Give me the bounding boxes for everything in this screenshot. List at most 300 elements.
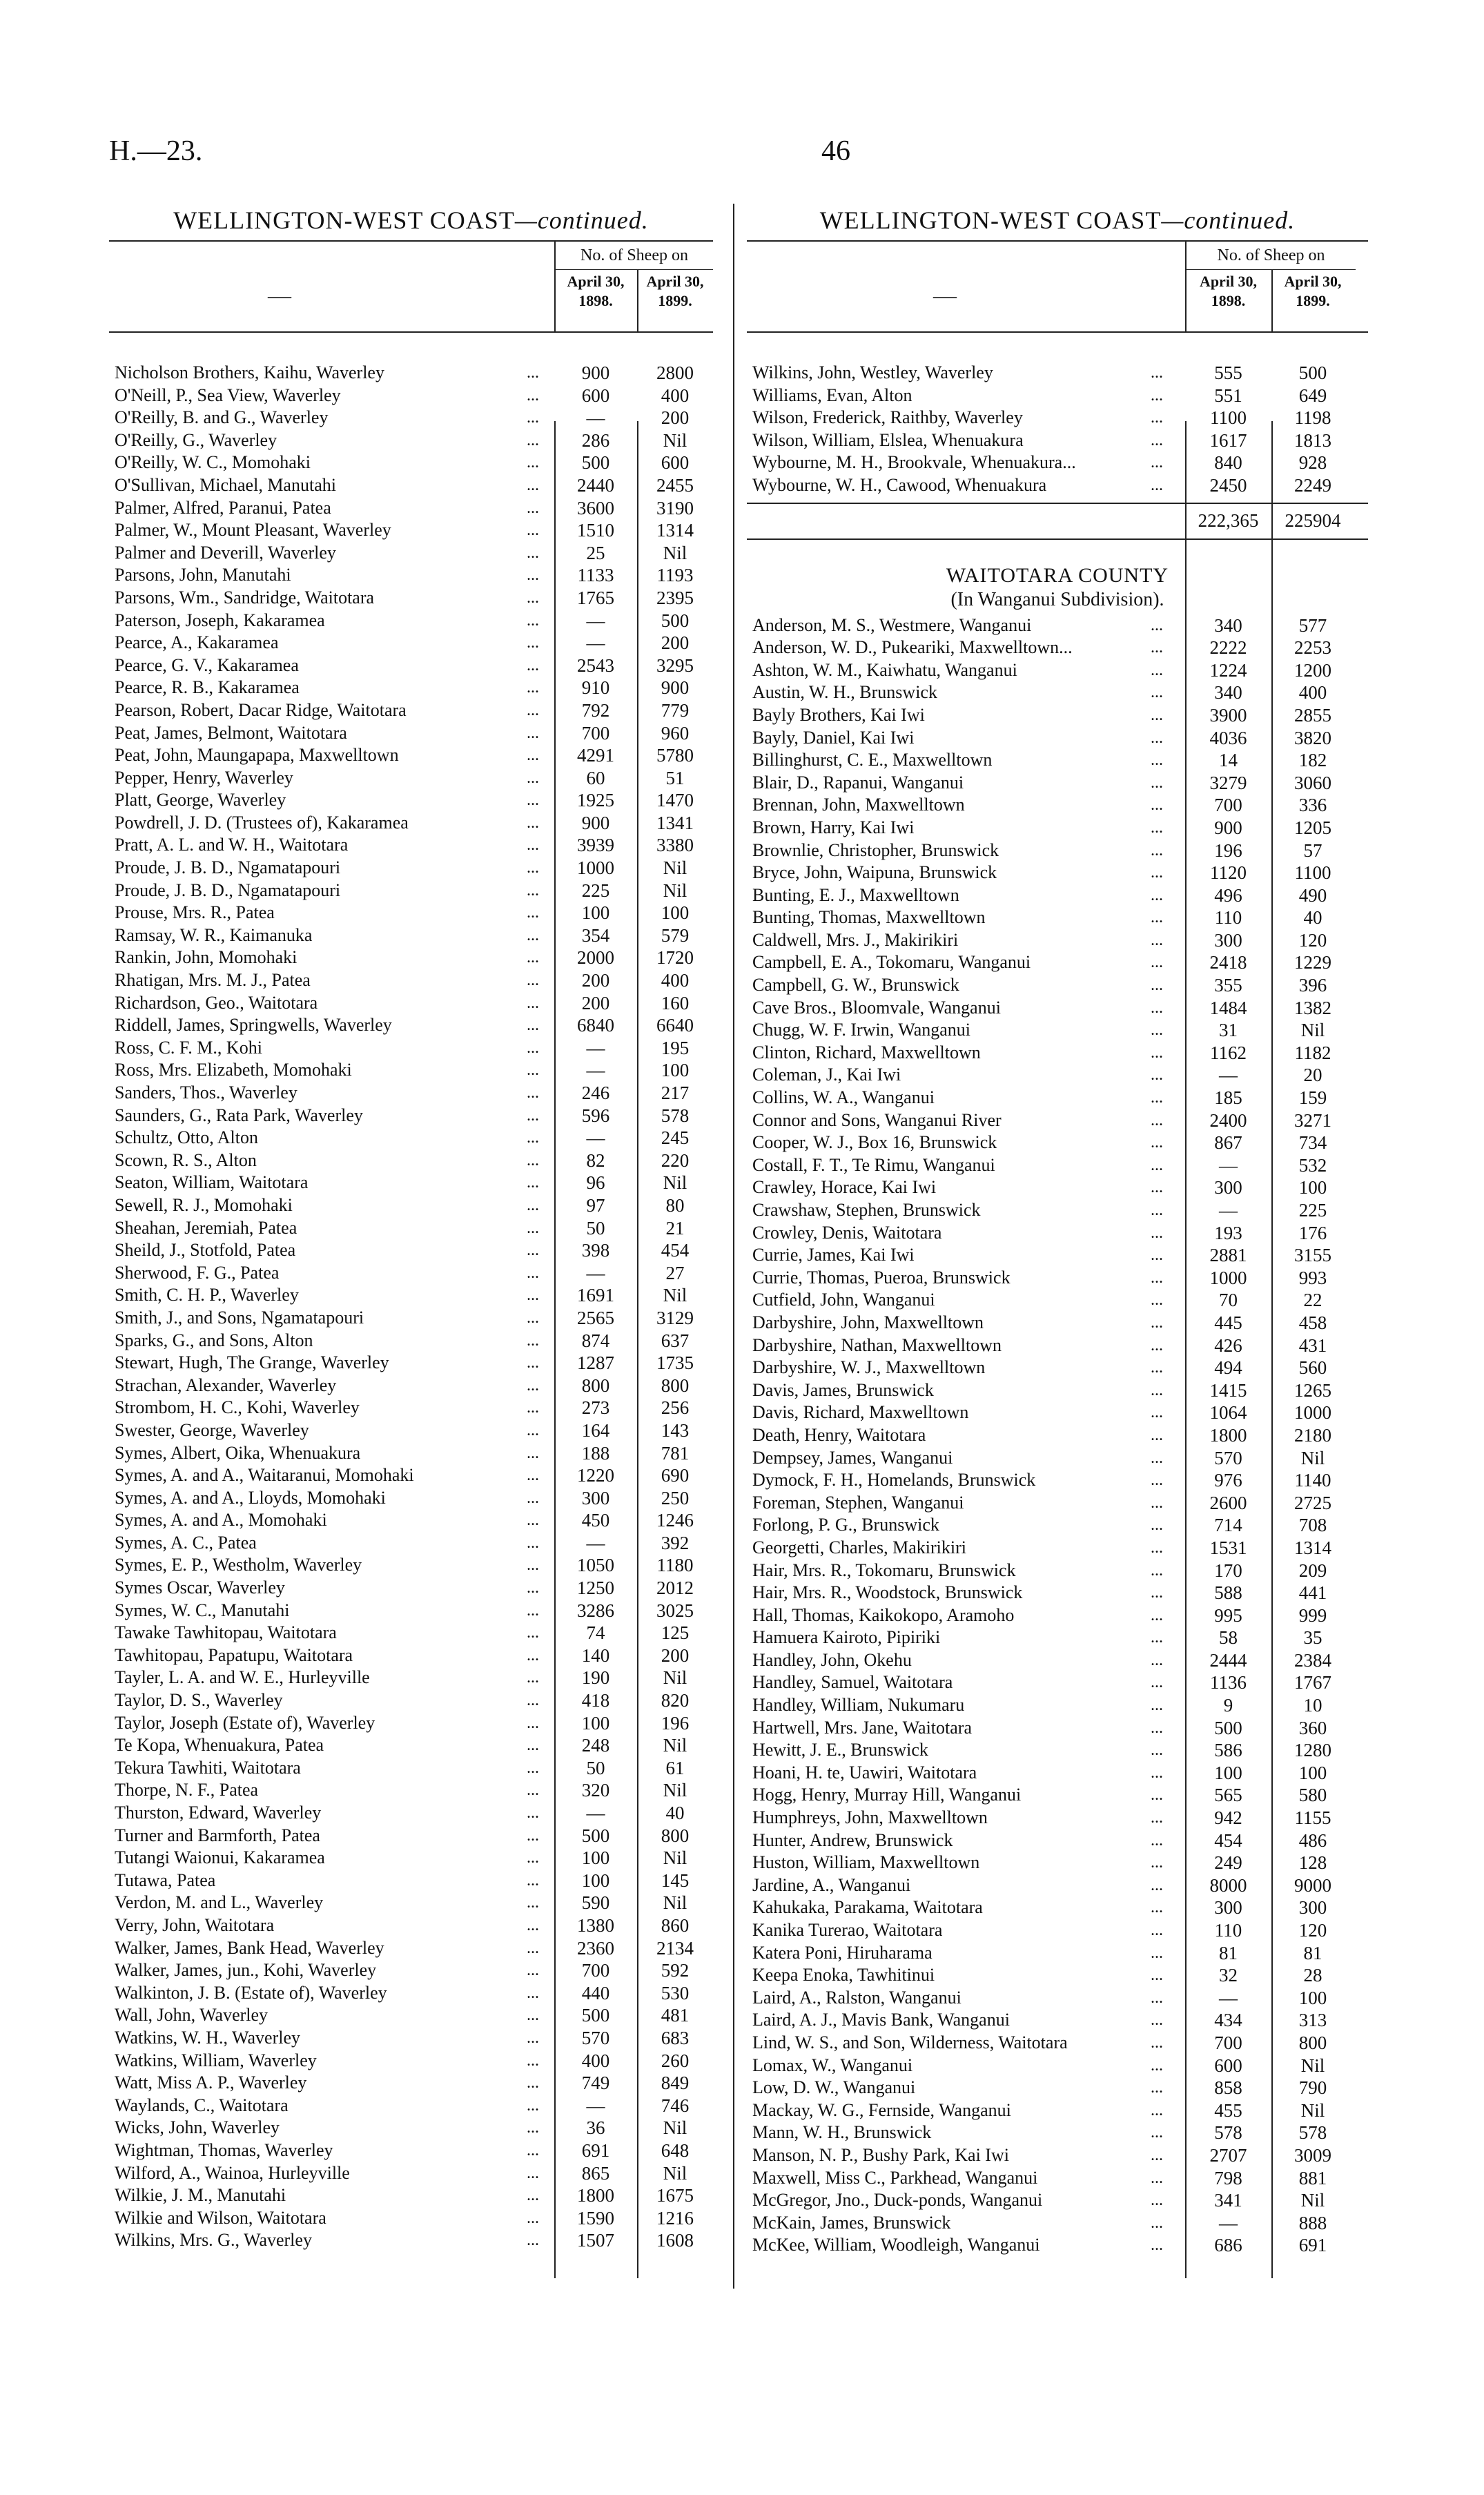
sheep-1899: Nil	[663, 429, 687, 451]
sheep-1899: 888	[1298, 2212, 1327, 2233]
sheep-1898: 455	[1214, 2099, 1242, 2121]
table-row	[109, 1937, 713, 1960]
sheep-1899: 35	[1303, 1627, 1322, 1649]
leader-dots: ...	[1151, 1538, 1163, 1557]
table-row	[109, 2004, 713, 2027]
sheep-1899: 579	[661, 924, 690, 946]
sheep-1899: 125	[661, 1622, 690, 1644]
table-row	[747, 637, 1368, 659]
sheep-1898: 565	[1214, 1785, 1242, 1806]
owner-name: Hewitt, J. E., Brunswick	[752, 1740, 928, 1760]
sheep-1898: 355	[1214, 975, 1242, 996]
column-divider	[733, 204, 734, 2289]
table-row	[109, 1082, 713, 1105]
owner-name: Cooper, W. J., Box 16, Brunswick	[752, 1132, 997, 1153]
sheep-1898: —	[1219, 1987, 1238, 2008]
owner-name: Humphreys, John, Maxwelltown	[752, 1807, 988, 1828]
sheep-1898: 200	[581, 992, 610, 1013]
leader-dots: ...	[1151, 1584, 1163, 1602]
table-row	[109, 1554, 713, 1577]
sheep-1899: 195	[661, 1037, 690, 1058]
sheep-1898: 454	[1214, 1829, 1242, 1851]
sheep-1898: 434	[1214, 2010, 1242, 2031]
leader-dots: ...	[1151, 1448, 1163, 1467]
leader-dots: ...	[527, 1466, 539, 1485]
owner-name: Sewell, R. J., Momohaki	[115, 1194, 293, 1215]
sheep-1899: 2384	[1294, 1649, 1331, 1671]
owner-name: Wightman, Thomas, Waverley	[115, 2139, 333, 2160]
sheep-1899: Nil	[1300, 1020, 1325, 1041]
sheep-1899: 486	[1298, 1829, 1327, 1851]
leader-dots: ...	[527, 2096, 539, 2115]
sheep-1899: 225	[1298, 1200, 1327, 1221]
sheep-1899: 159	[1298, 1087, 1327, 1109]
sheep-1898: 1617	[1209, 429, 1247, 451]
leader-dots: ...	[1151, 773, 1163, 792]
sheep-1898: 286	[581, 429, 610, 451]
sheep-1898: 3939	[577, 835, 614, 856]
sheep-1899: 100	[1298, 1762, 1327, 1783]
sheep-1898: 25	[586, 542, 605, 563]
table-row	[109, 407, 713, 429]
leader-dots: ...	[1151, 728, 1163, 747]
sheep-1899: 734	[1298, 1132, 1327, 1154]
table-row	[109, 722, 713, 745]
sheep-1899: 245	[661, 1127, 690, 1149]
sheep-1899: 1608	[656, 2230, 694, 2251]
table-row	[747, 1087, 1368, 1109]
table-row	[747, 794, 1368, 817]
leader-dots: ...	[1151, 796, 1163, 815]
sheep-1899: 3129	[656, 1307, 694, 1328]
leader-dots: ...	[527, 1354, 539, 1372]
owner-name: Walker, James, Bank Head, Waverley	[115, 1937, 384, 1958]
owner-name: Austin, W. H., Brunswick	[752, 682, 937, 703]
sheep-1899: 3820	[1294, 727, 1331, 748]
sheep-1898: 578	[1214, 2122, 1242, 2144]
sheep-1898: 31	[1219, 1020, 1238, 1041]
sheep-1899: 1675	[656, 2185, 694, 2206]
leader-dots: ...	[1151, 706, 1163, 724]
leader-dots: ...	[527, 1826, 539, 1845]
table-row	[747, 1514, 1368, 1537]
document-reference: H.—23.	[109, 135, 203, 167]
table-row	[109, 1397, 713, 1419]
leader-dots: ...	[1151, 953, 1163, 972]
table-row	[747, 997, 1368, 1020]
leader-dots: ...	[1151, 751, 1163, 770]
table-row	[747, 2077, 1368, 2099]
owner-name: Tawhitopau, Papatupu, Waitotara	[115, 1644, 353, 1665]
leader-dots: ...	[1151, 1741, 1163, 1760]
owner-name: Bayly, Daniel, Kai Iwi	[752, 727, 915, 748]
owner-name: Hartwell, Mrs. Jane, Waitotara	[752, 1717, 972, 1738]
owner-name: Ross, Mrs. Elizabeth, Momohaki	[115, 1060, 352, 1080]
sheep-1898: 70	[1219, 1290, 1238, 1311]
owner-name: Costall, F. T., Te Rimu, Wanganui	[752, 1154, 995, 1175]
particulars-heading: —	[933, 283, 957, 309]
sheep-1899: 820	[661, 1690, 690, 1711]
owner-name: Sherwood, F. G., Patea	[115, 1262, 280, 1283]
owner-name: Palmer and Deverill, Waverley	[115, 542, 336, 563]
table-row	[109, 1172, 713, 1194]
leader-dots: ...	[527, 2028, 539, 2047]
table-row	[747, 1176, 1368, 1199]
table-row	[109, 2050, 713, 2072]
leader-dots: ...	[1151, 1359, 1163, 1377]
leader-dots: ...	[1151, 1381, 1163, 1399]
leader-dots: ...	[1151, 661, 1163, 679]
sheep-1898: 96	[586, 1172, 605, 1194]
leader-dots: ...	[1151, 1854, 1163, 1872]
sheep-1899: Nil	[663, 1285, 687, 1306]
owner-name: Lomax, W., Wanganui	[752, 2055, 913, 2075]
leader-dots: ...	[1151, 1201, 1163, 1219]
owner-name: Thorpe, N. F., Patea	[115, 1780, 259, 1800]
leader-dots: ...	[527, 1331, 539, 1350]
owner-name: Wall, John, Waverley	[115, 2005, 269, 2026]
leader-dots: ...	[527, 1286, 539, 1305]
sheep-1898: —	[586, 1262, 605, 1283]
leader-dots: ...	[1151, 1718, 1163, 1737]
date-heading-1898: April 30, 1898.	[1199, 273, 1258, 309]
table-row	[109, 1509, 713, 1532]
leader-dots: ...	[527, 971, 539, 990]
table-row	[747, 1784, 1368, 1807]
sheep-1898: 249	[1214, 1852, 1242, 1874]
sheep-1899: 2180	[1294, 1424, 1331, 1446]
owner-name: Darbyshire, Nathan, Maxwelltown	[752, 1334, 1002, 1355]
owner-name: O'Neill, P., Sea View, Waverley	[115, 385, 341, 405]
table-row	[109, 1532, 713, 1555]
sheep-1898: 3279	[1209, 772, 1247, 793]
table-row	[747, 1424, 1368, 1447]
table-row	[747, 1312, 1368, 1334]
owner-name: Campbell, E. A., Tokomaru, Wanganui	[752, 952, 1031, 973]
sheep-count-heading: No. of Sheep on	[1185, 242, 1356, 270]
table-row	[747, 1807, 1368, 1829]
owner-name: Peat, John, Maungapapa, Maxwelltown	[115, 745, 399, 766]
sheep-1898: 100	[1214, 1762, 1242, 1783]
sheep-1899: 6640	[656, 1015, 694, 1036]
sheep-1899: Nil	[663, 542, 687, 563]
leader-dots: ...	[527, 1758, 539, 1777]
sheep-1898: 9	[1223, 1695, 1233, 1716]
sheep-1899: 57	[1303, 839, 1322, 861]
leader-dots: ...	[1151, 1966, 1163, 1985]
owner-name: Symes, A. and A., Lloyds, Momohaki	[115, 1487, 386, 1508]
leader-dots: ...	[527, 1129, 539, 1147]
leader-dots: ...	[527, 1691, 539, 1710]
owner-name: Foreman, Stephen, Wanganui	[752, 1492, 964, 1513]
sheep-1898: 445	[1214, 1312, 1242, 1333]
owner-name: Taylor, D. S., Waverley	[115, 1690, 283, 1711]
leader-dots: ...	[527, 1016, 539, 1035]
owner-name: Wilson, Frederick, Raithby, Waverley	[752, 407, 1023, 428]
owner-name: Crawley, Horace, Kai Iwi	[752, 1177, 937, 1198]
owner-name: Sanders, Thos., Waverley	[115, 1083, 297, 1103]
leader-dots: ...	[1151, 2213, 1163, 2232]
sheep-1899: 779	[661, 699, 690, 721]
sheep-1899: 2134	[656, 1937, 694, 1959]
leader-dots: ...	[1151, 1134, 1163, 1152]
sheep-1898: 1484	[1209, 997, 1247, 1018]
sheep-1898: 14	[1219, 750, 1238, 771]
sheep-1898: 570	[1214, 1447, 1242, 1468]
sheep-1898: 200	[581, 970, 610, 991]
sheep-1899: 800	[1298, 2032, 1327, 2053]
table-row	[747, 1942, 1368, 1965]
owner-name: Tekura Tawhiti, Waitotara	[115, 1757, 301, 1778]
owner-name: Bunting, E. J., Maxwelltown	[752, 884, 959, 905]
sheep-1898: 2600	[1209, 1492, 1247, 1513]
owner-name: Hall, Thomas, Kaikokopo, Aramoho	[752, 1604, 1015, 1625]
leader-dots: ...	[1151, 2146, 1163, 2164]
leader-dots: ...	[527, 1219, 539, 1237]
sheep-1898: 300	[581, 1487, 610, 1508]
sheep-1899: 691	[1298, 2235, 1327, 2256]
leader-dots: ...	[1151, 386, 1163, 405]
sheep-1898: 1287	[577, 1352, 614, 1374]
sheep-1898: 700	[581, 1960, 610, 1981]
owner-name: Symes Oscar, Waverley	[115, 1577, 285, 1598]
owner-name: Wilkins, John, Westley, Waverley	[752, 362, 993, 382]
table-row	[747, 929, 1368, 952]
total-row	[747, 503, 1368, 540]
leader-dots: ...	[527, 679, 539, 697]
owner-name: Sheahan, Jeremiah, Patea	[115, 1217, 297, 1238]
sheep-1899: 1140	[1294, 1470, 1331, 1491]
sheep-1898: —	[586, 1037, 605, 1058]
leader-dots: ...	[1151, 1831, 1163, 1850]
owner-name: Symes, E. P., Westholm, Waverley	[115, 1555, 362, 1575]
sheep-1899: Nil	[663, 880, 687, 901]
table-row	[109, 1307, 713, 1330]
sheep-1899: 790	[1298, 2077, 1327, 2099]
leader-dots: ...	[1151, 1561, 1163, 1580]
leader-dots: ...	[527, 1983, 539, 2002]
owner-name: Chugg, W. F. Irwin, Wanganui	[752, 1020, 971, 1040]
sheep-1899: 3155	[1294, 1245, 1331, 1266]
owner-name: Stewart, Hugh, The Grange, Waverley	[115, 1352, 389, 1373]
table-row	[109, 857, 713, 880]
sheep-1899: 313	[1298, 2010, 1327, 2031]
sheep-1898: 426	[1214, 1334, 1242, 1356]
sheep-1899: 22	[1303, 1290, 1322, 1311]
sheep-1899: 1280	[1294, 1740, 1331, 1761]
owner-name: Peat, James, Belmont, Waitotara	[115, 722, 347, 743]
owner-name: Manson, N. P., Bushy Park, Kai Iwi	[752, 2144, 1009, 2165]
table-row	[747, 1987, 1368, 2010]
sheep-1898: 2418	[1209, 952, 1247, 973]
owner-name: Walkinton, J. B. (Estate of), Waverley	[115, 1982, 387, 2003]
sheep-1898: 2400	[1209, 1109, 1247, 1131]
table-row	[747, 1132, 1368, 1154]
owner-name: Katera Poni, Hiruharama	[752, 1942, 933, 1963]
leader-dots: ...	[527, 1939, 539, 1957]
owner-name: Ross, C. F. M., Kohi	[115, 1037, 262, 1058]
leader-dots: ...	[1151, 2191, 1163, 2210]
owner-name: Pratt, A. L. and W. H., Waitotara	[115, 835, 349, 855]
sheep-1898: 686	[1214, 2235, 1242, 2256]
sheep-1898: 596	[581, 1105, 610, 1126]
sheep-1899: 3295	[656, 654, 694, 676]
table-row	[109, 1825, 713, 1847]
table-row	[109, 519, 713, 542]
county-heading	[747, 563, 1368, 612]
sheep-1899: 800	[661, 1375, 690, 1396]
owner-name: Parsons, Wm., Sandridge, Waitotara	[115, 587, 375, 608]
sheep-1899: 1155	[1294, 1807, 1331, 1829]
table-row	[747, 2099, 1368, 2122]
table-row	[109, 1734, 713, 1757]
table-row	[747, 974, 1368, 997]
leader-dots: ...	[1151, 1921, 1163, 1939]
owner-name: Proude, J. B. D., Ngamatapouri	[115, 880, 341, 900]
table-row	[747, 2234, 1368, 2257]
sheep-1898: 193	[1214, 1222, 1242, 1243]
owner-name: Watkins, W. H., Waverley	[115, 2027, 301, 2048]
sheep-1898: 1220	[577, 1465, 614, 1486]
table-row	[109, 2117, 713, 2139]
table-row	[109, 767, 713, 790]
owner-name: Laird, A. J., Mavis Bank, Wanganui	[752, 2010, 1010, 2030]
table-row	[747, 1334, 1368, 1357]
sheep-1899: 2455	[656, 474, 694, 496]
leader-dots: ...	[1151, 431, 1163, 449]
owner-name: Proude, J. B. D., Ngamatapouri	[115, 857, 341, 878]
sheep-1899: 1314	[1294, 1537, 1331, 1558]
sheep-1899: Nil	[663, 1847, 687, 1869]
leader-dots: ...	[1151, 1606, 1163, 1624]
sheep-1899: 120	[1298, 929, 1327, 951]
sheep-1899: 2249	[1294, 474, 1331, 496]
leader-dots: ...	[527, 836, 539, 855]
sheep-1898: —	[586, 407, 605, 429]
leader-dots: ...	[1151, 1876, 1163, 1894]
owner-name: McKee, William, Woodleigh, Wanganui	[752, 2235, 1040, 2255]
owner-name: Brown, Harry, Kai Iwi	[752, 817, 915, 837]
sheep-1899: 396	[1298, 975, 1327, 996]
sheep-1898: 320	[581, 1780, 610, 1801]
leader-dots: ...	[1151, 1404, 1163, 1422]
table-row	[109, 677, 713, 699]
leader-dots: ...	[527, 1511, 539, 1530]
sheep-1899: 1720	[656, 947, 694, 969]
sheep-1898: 100	[581, 1870, 610, 1891]
leader-dots: ...	[527, 2006, 539, 2025]
sheep-1899: 81	[1303, 1942, 1322, 1963]
sheep-1898: 354	[581, 924, 610, 946]
sheep-1898: 110	[1214, 907, 1242, 929]
leader-dots: ...	[527, 1106, 539, 1125]
owner-name: Dymock, F. H., Homelands, Brunswick	[752, 1470, 1036, 1491]
sheep-1898: 1925	[577, 790, 614, 811]
sheep-1898: 246	[581, 1083, 610, 1103]
sheep-1899: 500	[1298, 362, 1327, 383]
sheep-1898: 2360	[577, 1937, 614, 1959]
table-row	[747, 704, 1368, 727]
table-row	[747, 1379, 1368, 1402]
table-row	[109, 1059, 713, 1082]
sheep-1899: 300	[1298, 1897, 1327, 1919]
sheep-1899: 600	[661, 452, 690, 474]
leader-dots: ...	[1151, 476, 1163, 494]
sheep-1898: 942	[1214, 1807, 1242, 1829]
owner-name: Sheild, J., Stotfold, Patea	[115, 1240, 296, 1261]
sheep-1899: 2800	[656, 362, 694, 383]
owner-name: Hair, Mrs. R., Woodstock, Brunswick	[752, 1582, 1023, 1603]
sheep-1898: 1100	[1210, 407, 1247, 429]
sheep-1898: 341	[1214, 2190, 1242, 2211]
owner-name: Parsons, John, Manutahi	[115, 565, 291, 585]
sheep-1899: 1182	[1294, 1042, 1331, 1063]
leader-dots: ...	[1151, 2011, 1163, 2030]
table-row	[109, 969, 713, 992]
owner-name: O'Reilly, G., Waverley	[115, 429, 277, 450]
sheep-1899: Nil	[663, 1735, 687, 1756]
owner-name: Prouse, Mrs. R., Patea	[115, 902, 275, 923]
sheep-1898: 100	[581, 1847, 610, 1869]
sheep-1898: 792	[581, 699, 610, 721]
sheep-1898: 798	[1214, 2167, 1242, 2188]
table-row	[747, 362, 1368, 385]
owner-name: Brownlie, Christopher, Brunswick	[752, 839, 999, 860]
owner-name: Coleman, J., Kai Iwi	[752, 1065, 901, 1085]
sheep-1898: 976	[1214, 1470, 1242, 1491]
table-row	[109, 1644, 713, 1667]
table-row	[109, 1194, 713, 1217]
sheep-1898: 450	[581, 1510, 610, 1531]
owner-name: Wilkie, J. M., Manutahi	[115, 2185, 286, 2206]
leader-dots: ...	[1151, 976, 1163, 995]
table-row	[747, 1874, 1368, 1897]
leader-dots: ...	[527, 1871, 539, 1890]
leader-dots: ...	[527, 1894, 539, 1912]
leader-dots: ...	[527, 1263, 539, 1282]
sheep-1899: 1470	[656, 790, 694, 811]
sheep-1899: 336	[1298, 795, 1327, 816]
table-row	[747, 1694, 1368, 1717]
owner-name: Low, D. W., Wanganui	[752, 2077, 916, 2098]
leader-dots: ...	[1151, 1089, 1163, 1107]
owner-name: Clinton, Richard, Maxwelltown	[752, 1042, 981, 1062]
sheep-1898: 164	[581, 1419, 610, 1441]
sheep-1898: 82	[586, 1149, 605, 1171]
leader-dots: ...	[527, 1579, 539, 1598]
sheep-1899: 1265	[1294, 1379, 1331, 1401]
sheep-1898: 995	[1214, 1604, 1242, 1626]
leader-dots: ...	[1151, 1268, 1163, 1287]
owner-name: Verdon, M. and L., Waverley	[115, 1892, 324, 1913]
sheep-1898: 1120	[1210, 862, 1247, 884]
sheep-1898: 196	[1214, 839, 1242, 861]
sheep-1898: 900	[581, 812, 610, 833]
table-row	[109, 632, 713, 654]
sheep-1898: 300	[1214, 929, 1242, 951]
sheep-1899: 80	[665, 1194, 685, 1216]
table-row	[747, 1199, 1368, 1222]
table-row	[109, 789, 713, 812]
leader-dots: ...	[1151, 1291, 1163, 1310]
table-row	[747, 681, 1368, 704]
sheep-1898: 867	[1214, 1132, 1242, 1154]
owner-name: Palmer, Alfred, Paranui, Patea	[115, 497, 331, 518]
leader-dots: ...	[527, 1849, 539, 1867]
table-row	[747, 2009, 1368, 2032]
owner-name: O'Sullivan, Michael, Manutahi	[115, 474, 336, 495]
owner-name: Maxwell, Miss C., Parkhead, Wanganui	[752, 2167, 1038, 2188]
